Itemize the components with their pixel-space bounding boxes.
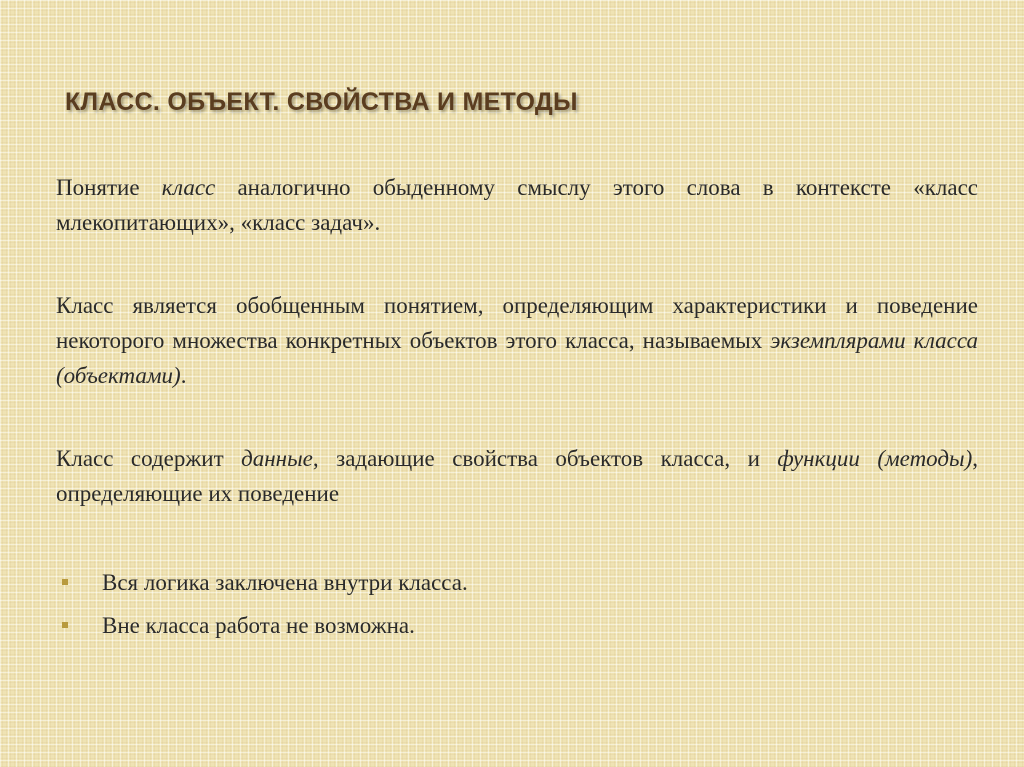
bullet-text: Вне класса работа не возможна. (102, 613, 415, 638)
square-bullet-icon (62, 622, 68, 628)
paragraph-class-contents (56, 441, 978, 511)
paragraph-text: Понятие (56, 175, 162, 200)
slide-title: КЛАСС. ОБЪЕКТ. СВОЙСТВА И МЕТОДЫ (65, 88, 578, 116)
italic-term: экземплярами класса (объектами) (56, 328, 978, 388)
italic-term: класс (161, 175, 216, 200)
paragraph-text: . (180, 363, 187, 388)
italic-term: функции (методы) (777, 446, 973, 471)
bullet-item (56, 565, 978, 608)
square-bullet-icon (62, 579, 68, 585)
bullet-item (56, 608, 978, 651)
paragraph-class-concept (56, 170, 978, 240)
italic-term: данные (241, 446, 313, 471)
slide-content (56, 170, 978, 651)
paragraph-text: , определяющие их поведение (56, 446, 978, 506)
paragraph-text: Класс содержит (56, 446, 242, 471)
paragraph-text: , задающие свойства объектов класса, и (312, 446, 778, 471)
bullet-list (56, 565, 978, 651)
paragraph-text: Класс является обобщенным понятием, определяющим характеристики и поведение некоторого множества конкретных объектов этого класса, называемых (56, 293, 978, 353)
bullet-text: Вся логика заключена внутри класса. (102, 570, 468, 595)
paragraph-text: аналогично обыденному смыслу этого слова в контексте «класс млекопитающих», «класс задач». (56, 175, 978, 235)
paragraph-class-definition (56, 288, 978, 393)
